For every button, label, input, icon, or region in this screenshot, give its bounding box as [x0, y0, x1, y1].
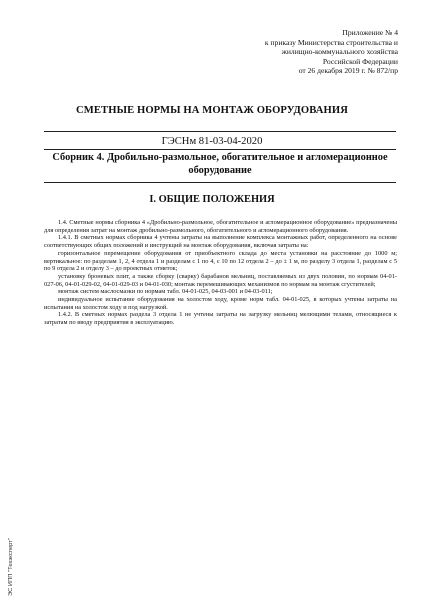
collection-title	[44, 152, 396, 177]
code-divider	[44, 149, 396, 150]
document-title: СМЕТНЫЕ НОРМЫ НА МОНТАЖ ОБОРУДОВАНИЯ	[76, 105, 348, 116]
paragraph: 1.4. Сметные нормы сборника 4 «Дробильно-размольное, обогатительное и агломерационное оборудование» предназначены для определения затрат на монтаж дробильно-размольного, обогатительного и агломерационного оборудования.	[44, 219, 397, 234]
appendix-line: от 26 декабря 2019 г. № 872/пр	[298, 66, 398, 76]
collection-title-line: Сборник 4. Дробильно-размольное, обогатительное и агломерационное	[52, 152, 388, 163]
collection-divider	[44, 182, 396, 183]
paragraph: монтаж систем маслосмазки по нормам табл. 04-01-025, 04-03-001 и 04-03-011;	[58, 288, 273, 296]
paragraph: индивидуальное испытание оборудования на холостом ходу, кроме норм табл. 04-01-025, в которых учтены затраты на испытания на холостом ходу и под нагрузкой.	[44, 296, 397, 311]
watermark-text: ЭС ИПП "Техэксперт"	[8, 538, 14, 596]
appendix-line: Российской Федерации	[322, 56, 398, 66]
appendix-block	[158, 28, 398, 76]
paragraph: установку броневых плит, а также сборку (сварку) барабанов мельниц, поставляемых из двух половин, по нормам 04-01-027-06, 04-01-029-02, 04-01-029-03 и 04-01-030; монтаж перемешивающих механизмов по нормам на монтаж сгустителей;	[44, 272, 397, 288]
paragraph: 1.4.1. В сметных нормах сборника 4 учтены затраты на выполнение комплекса монтажных работ, определенного на основе соответствующих общих положений и инструкций на монтаж оборудования, включая затраты на:	[44, 234, 397, 250]
appendix-line: к приказу Министерства строительства и	[264, 37, 398, 47]
appendix-line: Приложение № 4	[342, 28, 398, 37]
section-heading: I. ОБЩИЕ ПОЛОЖЕНИЯ	[149, 194, 275, 205]
paragraph: горизонтальное перемещение оборудования от приобъектного склада до места установки на расстояние до 1000 м; вертикальное: по разделам 1, 2, 4 отдела 1 и разделам с 1 по 4, с 10 по 12 отдела 2 – до ± 1 м, по разделу 3 отдела 1, разделам с 5 по 9 отдела 2 и отделу 3 – до проектных отметок;	[44, 249, 397, 273]
appendix-line: жилищно-коммунального хозяйства	[281, 47, 398, 57]
norm-code: ГЭСНм 81-03-04-2020	[161, 136, 263, 147]
collection-title-line: оборудование	[188, 164, 252, 176]
paragraph: 1.4.2. В сметных нормах раздела 3 отдела 1 не учтены затраты на загрузку мельниц мелющими телами, относящиеся к затратам по вводу предприятия в эксплуатацию.	[44, 311, 397, 327]
body-text	[44, 219, 397, 327]
top-divider	[44, 131, 396, 132]
watermark	[2, 440, 14, 596]
